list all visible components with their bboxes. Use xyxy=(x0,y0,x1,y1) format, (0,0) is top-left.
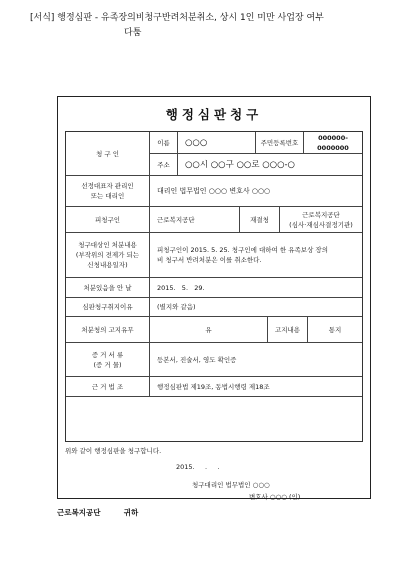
form-title: 행정심판청구 xyxy=(165,107,263,122)
subject-value xyxy=(150,233,362,278)
notice-label: 처분청의 고지유무 xyxy=(66,317,150,343)
statement: 위와 같이 행정심판을 청구합니다. xyxy=(65,447,162,455)
name-value: ○○○ xyxy=(178,132,256,154)
rrn-label: 주민등록번호 xyxy=(256,132,304,154)
address-label: 주소 xyxy=(150,154,178,176)
appeal-form xyxy=(57,96,371,499)
evidence-label xyxy=(66,343,150,377)
subject-label xyxy=(66,233,150,278)
notice-content-label: 고지내용 xyxy=(268,317,308,343)
law-value: 행정심판법 제19조, 동법시행령 제18조 xyxy=(150,377,362,397)
representative-label-line-1: 선정대표자 관리인 xyxy=(81,182,134,190)
known-date-label: 처분있음을 안 날 xyxy=(66,278,150,298)
subject-label-line-3: 신청내용일자) xyxy=(87,261,128,269)
document-header xyxy=(30,11,380,41)
header-line-2: 다툼 xyxy=(124,28,142,38)
respondent-label: 피청구인 xyxy=(66,207,150,233)
committee-value-line-1: 근로복지공단 xyxy=(302,210,340,219)
respondent-value: 근로복지공단 xyxy=(150,207,240,233)
rrn-value: 000000-0000000 xyxy=(304,132,362,154)
known-date-value: 2015. 5. 29. xyxy=(150,278,362,298)
representative-label-line-2: 또는 대리인 xyxy=(90,192,125,200)
reason-value: (별지와 같음) xyxy=(150,298,362,317)
name-label: 이름 xyxy=(150,132,178,154)
notice-content-value: 통지 xyxy=(308,317,362,343)
committee-value xyxy=(280,207,362,233)
evidence-label-line-1: 증 거 서 류 xyxy=(91,350,124,359)
filing-date: 2015. . . xyxy=(176,463,220,471)
law-label: 근 거 법 조 xyxy=(66,377,150,397)
addressee xyxy=(57,507,138,518)
subject-label-line-1: 청구대상인 처분내용 xyxy=(78,241,137,249)
evidence-label-line-2: (증 거 물) xyxy=(93,360,122,369)
representative-label xyxy=(66,176,150,207)
header-line-1: [서식] 행정심판 - 유족장의비청구반려처분취소, 상시 1인 미만 사업장 여부 xyxy=(30,13,324,23)
committee-label: 재결청 xyxy=(240,207,280,233)
subject-value-line-2: 비 청구서 반려처분은 이를 취소한다. xyxy=(157,256,262,264)
committee-value-line-2: (심사·재심사결정기관) xyxy=(289,220,353,229)
address-value: ○○시 ○○구 ○○로 ○○○-○ xyxy=(178,154,362,176)
lawyer-line: 변호사 ○○○ (인) xyxy=(249,493,301,501)
notice-value: 유 xyxy=(150,317,268,343)
representative-value: 대리인 법무법인 ○○○ 변호사 ○○○ xyxy=(150,176,362,207)
addressee-suffix: 귀하 xyxy=(123,508,139,517)
blank-area xyxy=(66,397,362,441)
subject-label-line-2: (부작위의 전제가 되는 xyxy=(75,251,140,259)
addressee-org: 근로복지공단 xyxy=(57,508,101,517)
reason-label: 심판청구취지이유 xyxy=(66,298,150,317)
agent-line: 청구대리인 법무법인 ○○○ xyxy=(192,481,270,489)
claimant-label: 청 구 인 xyxy=(66,132,150,176)
subject-value-line-1: 피청구인이 2015. 5. 25. 청구인에 대하여 한 유족보상 장의 xyxy=(157,246,328,254)
form-table xyxy=(65,131,363,442)
evidence-value: 등본서, 진술서, 영도 확인증 xyxy=(150,343,362,377)
